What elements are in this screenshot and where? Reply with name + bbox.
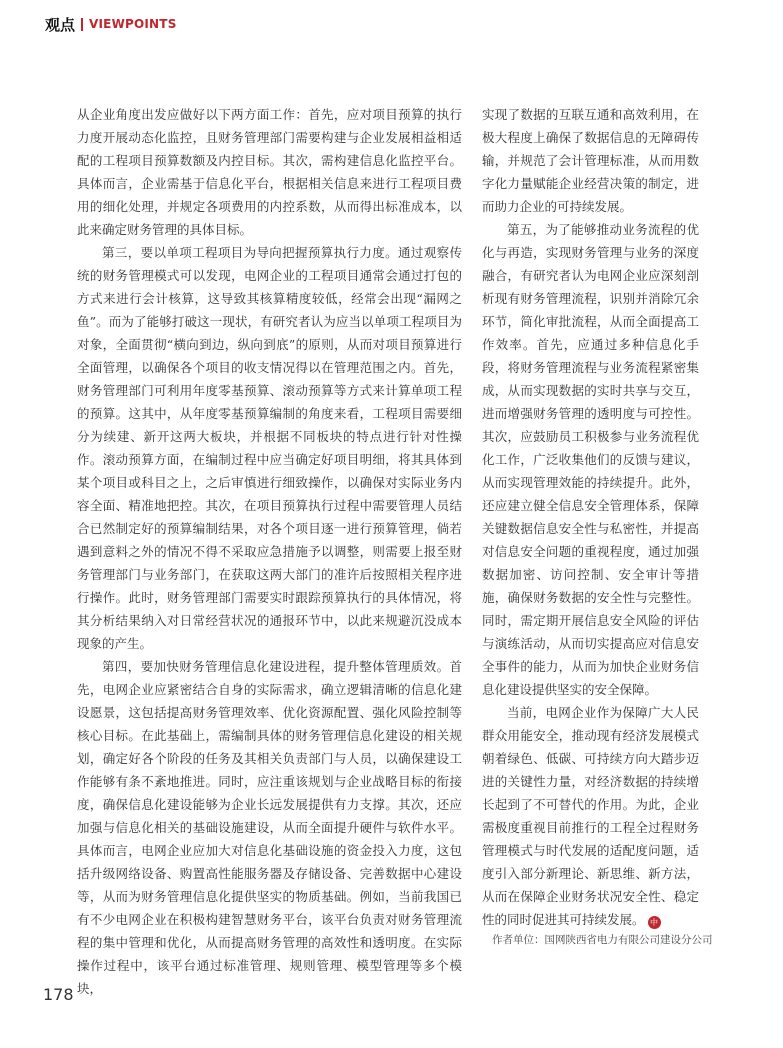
left-paragraph-1: 从企业角度出发应做好以下两方面工作：首先，应对项目预算的执行力度开展动态化监控，且财务管理部门需要构建与企业发展相益相适配的工程项目预算数额及内控目标。其次，需构建信息化监控平台。具体而言，企业需基于信息化平台，根据相关信息来进行工程项目费用的细化处理，并规定各项费用的内控系数，从而得出标准成本，以此来确定财务管理的具体目标。 bbox=[77, 107, 462, 237]
end-mark-icon: 中 bbox=[648, 916, 661, 929]
right-column bbox=[482, 103, 699, 931]
left-paragraph-2: 第三，要以单项工程项目为导向把握预算执行力度。通过观察传统的财务管理模式可以发现，电网企业的工程项目通常会通过打包的方式来进行会计核算，这导致其核算精度较低，经常会出现“漏网之鱼”。而为了能够打破这一现状，有研究者认为应当以单项工程项目为对象，全面贯彻“横向到边，纵向到底”的原则，从而对项目预算进行全面管理，以确保各个项目的收支情况得以在管理范围之内。首先，财务管理部门可利用年度零基预算、滚动预算等方式来计算单项工程的预算。这其中，从年度零基预算编制的角度来看，工程项目需要细分为续建、新开这两大板块，并根据不同板块的特点进行针对性操作。滚动预算方面，在编制过程中应当确定好项目明细，将其具体到某个项目或科目之上，之后审慎进行细致操作，以确保对实际业务内容全面、精准地把控。其次，在项目预算执行过程中需要管理人员结合已然制定好的预算编制结果，对各个项目逐一进行预算管理，倘若遇到意料之外的情况不得不采取应急措施予以调整，则需要上报至财务管理部门与业务部门，在获取这两大部门的准许后按照相关程序进行操作。此时，财务管理部门需要实时跟踪预算执行的具体情况，将其分析结果纳入对日常经营状况的通报环节中，以此来规避沉没成本现象的产生。 bbox=[77, 245, 462, 651]
right-paragraph-3 bbox=[482, 701, 699, 931]
section-title-en: VIEWPOINTS bbox=[89, 17, 177, 31]
right-paragraph-2: 第五，为了能够推动业务流程的优化与再造，实现财务管理与业务的深度融合，有研究者认为电网企业应深刻剖析现有财务管理流程，识别并消除冗余环节，简化审批流程，从而全面提高工作效率。首先，应通过多种信息化手段，将财务管理流程与业务流程紧密集成，从而实现数据的实时共享与交互，进而增强财务管理的透明度与可控性。其次，应鼓励员工积极参与业务流程优化工作，广泛收集他们的反馈与建议，从而实现管理效能的持续提升。此外，还应建立健全信息安全管理体系，保障关键数据信息安全性与私密性，并提高对信息安全问题的重视程度，通过加强数据加密、访问控制、安全审计等措施，确保财务数据的安全性与完整性。同时，需定期开展信息安全风险的评估与演练活动，从而切实提高应对信息安全事件的能力，从而为加快企业财务信息化建设提供坚实的安全保障。 bbox=[482, 222, 699, 697]
right-paragraph-1: 实现了数据的互联互通和高效利用，在极大程度上确保了数据信息的无障碍传输，并规范了会计管理标准，从而用数字化力量赋能企业经营决策的制定，进而助力企业的可持续发展。 bbox=[482, 107, 699, 214]
left-paragraph-3: 第四，要加快财务管理信息化建设进程，提升整体管理质效。首先，电网企业应紧密结合自身的实际需求，确立逻辑清晰的信息化建设愿景，这包括提高财务管理效率、优化资源配置、强化风险控制等核心目标。在此基础上，需编制具体的财务管理信息化建设的相关规划，确定好各个阶段的任务及其相关负责部门与人员，以确保建设工作能够有条不紊地推进。同时，应注重该规划与企业战略目标的衔接度，确保信息化建设能够为企业长远发展提供有力支撑。其次，还应加强与信息化相关的基础设施建设，从而全面提升硬件与软件水平。具体而言，电网企业应加大对信息化基础设施的资金投入力度，这包括升级网络设备、购置高性能服务器及存储设备、完善数据中心建设等，从而为财务管理信息化提供坚实的物质基础。例如，当前我国已有不少电网企业在积极构建智慧财务平台，该平台负责对财务管理流程的集中管理和优化，从而提高财务管理的高效性和透明度。在实际操作过程中，该平台通过标准管理、规则管理、模型管理等多个模块， bbox=[77, 659, 462, 996]
right-paragraph-3-text: 当前，电网企业作为保障广大人民群众用能安全，推动现有经济发展模式朝着绿色、低碳、可持续方向大踏步迈进的关键性力量，对经济数据的持续增长起到了不可替代的作用。为此，企业需极度重视目前推行的工程全过程财务管理模式与时代发展的适配度问题，适度引入部分新理论、新思维、新方法，从而在保障企业财务状况安全性、稳定性的同时促进其可持续发展。 bbox=[482, 705, 699, 927]
author-affiliation: 作者单位：国网陕西省电力有限公司建设分公司 bbox=[492, 934, 713, 946]
section-title-cn: 观点 bbox=[45, 15, 76, 34]
left-column bbox=[77, 103, 462, 1000]
section-header bbox=[45, 14, 177, 34]
page-number: 178 bbox=[43, 985, 74, 1004]
header-divider bbox=[81, 18, 83, 31]
